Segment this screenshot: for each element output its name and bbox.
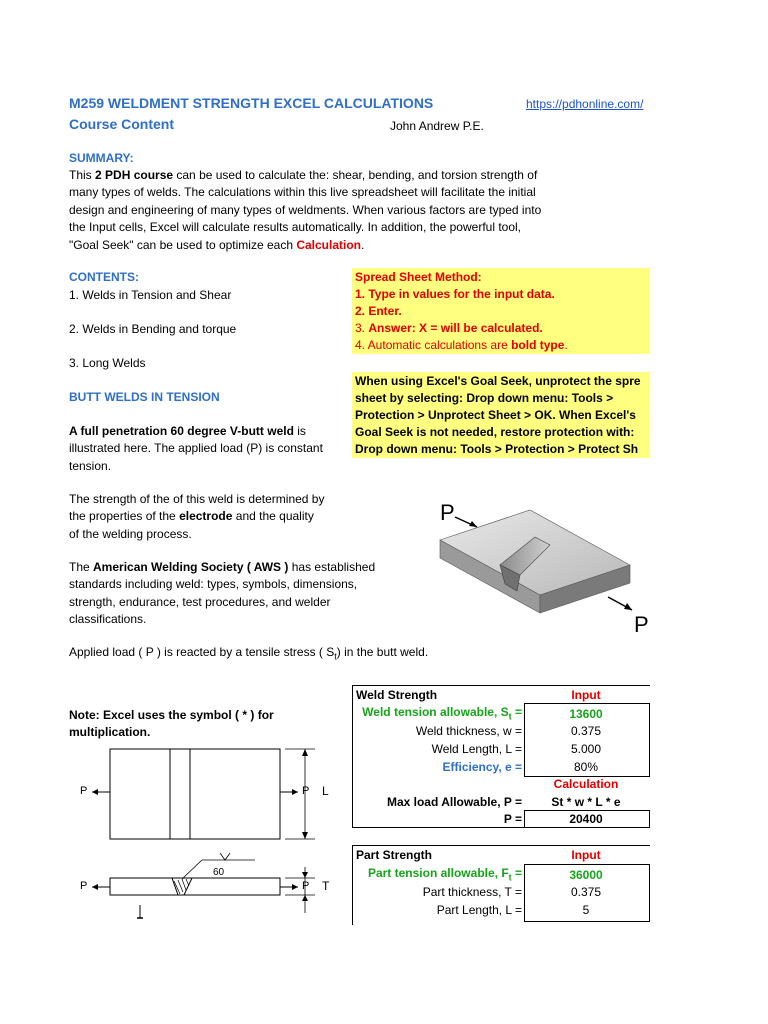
- arrowhead-right-top: [292, 789, 298, 795]
- spreadsheet-method-box: Spread Sheet Method: 1. Type in values for the input data. 2. Enter. 3. Answer: X = will be calculated. 4. Automatic calculations are bold type.: [352, 268, 650, 354]
- drawing-l-dimension: L: [322, 784, 329, 798]
- weld-hatch-2: [178, 880, 183, 892]
- contents-item-1[interactable]: 1. Welds in Tension and Shear: [69, 288, 232, 302]
- efficiency-input[interactable]: 80%: [573, 760, 599, 774]
- weld-hatch-3: [182, 879, 186, 890]
- butt-welds-heading: BUTT WELDS IN TENSION: [69, 390, 220, 404]
- summary-paragraph: This 2 PDH course can be used to calculate the: shear, bending, and torsion strength of many types of welds. The calculations within this live spreadsheet will facilitate the initial design and engineering of many types of weldments. When various factors are typed into the Input cells, Excel will calculate results automatically. In addition, the powerful tool, "Goal Seek" can be used to optimize each Calculation.: [69, 168, 542, 252]
- part-thickness-input[interactable]: 0.375: [570, 885, 602, 899]
- excel-note-line2: multiplication.: [69, 725, 151, 739]
- weld-strength-top-border: [352, 685, 650, 686]
- drawing-p-left-top: P: [80, 785, 88, 797]
- arrowhead-right-bottom: [292, 884, 298, 890]
- weld-tension-allowable-label: Weld tension allowable, $S_t$ =: [362, 705, 522, 722]
- weld-strength-left-border: [352, 685, 353, 827]
- p-result-value: 20400: [569, 812, 603, 826]
- part-strength-top-border: [352, 845, 650, 846]
- weld-hatch-4: [186, 879, 189, 886]
- summary-heading: SUMMARY:: [69, 151, 134, 165]
- drawing-p-right-bottom: P: [302, 880, 310, 892]
- weld-tension-allowable-input[interactable]: 13600: [569, 707, 603, 721]
- contents-item-2[interactable]: 2. Welds in Bending and torque: [69, 322, 237, 336]
- part-thickness-label: Part thickness, T =: [422, 885, 522, 899]
- drawing-t-dimension: T: [322, 879, 330, 893]
- dim-t-arrow-bottom: [302, 895, 308, 901]
- max-load-allowable-label: Max load Allowable, P =: [386, 795, 522, 809]
- pdhonline-link[interactable]: https://pdhonline.com/: [526, 97, 644, 111]
- drawing-p-left-bottom: P: [80, 880, 88, 892]
- weld-thickness-label: Weld thickness, w =: [415, 724, 522, 738]
- part-tension-allowable-input[interactable]: 36000: [569, 868, 603, 882]
- goal-seek-box: When using Excel's Goal Seek, unprotect the spre sheet by selecting: Drop down menu: Tools > Protection > Unprotect Sheet > OK. When Excel's Goal Seek is not needed, restore protection with: Drop down menu: Tools > Protection > Protect Sh: [352, 372, 650, 458]
- weld-input-header: Input: [571, 688, 601, 702]
- arrowhead-left-bottom: [92, 884, 98, 890]
- plate-side-view: [110, 878, 280, 895]
- weld-symbol-leader: [182, 860, 202, 879]
- p-result-label: P =: [503, 812, 522, 826]
- part-length-label: Part Length, L =: [436, 903, 522, 917]
- part-length-input[interactable]: 5: [582, 903, 590, 917]
- weld-strength-title: Weld Strength: [356, 688, 438, 702]
- load-label-p-bottom: P: [634, 612, 649, 637]
- arrow-head-top: [469, 521, 477, 527]
- applied-load-text: Applied load ( P ) is reacted by a tensile stress ( $S_t$) in the butt weld.: [69, 645, 429, 662]
- aws-paragraph: The American Welding Society ( AWS ) has established standards including weld: types, symbols, dimensions, strength, endurance, test procedures, and welder classifications.: [69, 560, 376, 627]
- author-name: John Andrew P.E.: [390, 119, 484, 133]
- weld-length-input[interactable]: 5.000: [570, 742, 602, 756]
- butt-weld-3d-illustration: [425, 495, 655, 640]
- arrowhead-left-top: [92, 789, 98, 795]
- weld-v-symbol: [220, 853, 230, 860]
- weld-strength-paragraph: The strength of the of this weld is determined by the properties of the electrode and the quality of the welding process.: [69, 492, 325, 541]
- efficiency-label: Efficiency, e =: [442, 760, 522, 774]
- max-load-formula: St * w * L * e: [551, 795, 621, 809]
- dim-t-arrow-top: [302, 872, 308, 878]
- drawing-p-right-top: P: [302, 785, 310, 797]
- weld-thickness-input[interactable]: 0.375: [570, 724, 602, 738]
- weld-v-groove: [172, 878, 192, 895]
- weld-calculation-header: Calculation: [553, 777, 619, 791]
- weld-length-label: Weld Length, L =: [431, 742, 522, 756]
- load-label-p-top: P: [440, 500, 455, 525]
- dim-l-arrow-bottom: [302, 832, 308, 839]
- contents-item-3[interactable]: 3. Long Welds: [69, 356, 146, 370]
- drawing-angle-label: 60: [213, 867, 225, 878]
- document-title: M259 WELDMENT STRENGTH EXCEL CALCULATIONS: [69, 95, 434, 111]
- plate-top-view: [110, 749, 280, 839]
- butt-weld-description: A full penetration 60 degree V-butt weld is illustrated here. The applied load (P) is constant tension.: [69, 424, 323, 473]
- butt-weld-2d-drawing: [70, 745, 340, 930]
- course-content-heading: Course Content: [69, 116, 174, 132]
- dim-l-arrow-top: [302, 749, 308, 756]
- part-strength-left-border: [352, 845, 353, 925]
- contents-heading: CONTENTS:: [69, 270, 139, 284]
- part-strength-title: Part Strength: [356, 848, 433, 862]
- excel-note-line1: Note: Excel uses the symbol ( * ) for: [69, 708, 274, 722]
- part-input-header: Input: [571, 848, 601, 862]
- part-tension-allowable-label: Part tension allowable, $F_t$ =: [367, 866, 522, 883]
